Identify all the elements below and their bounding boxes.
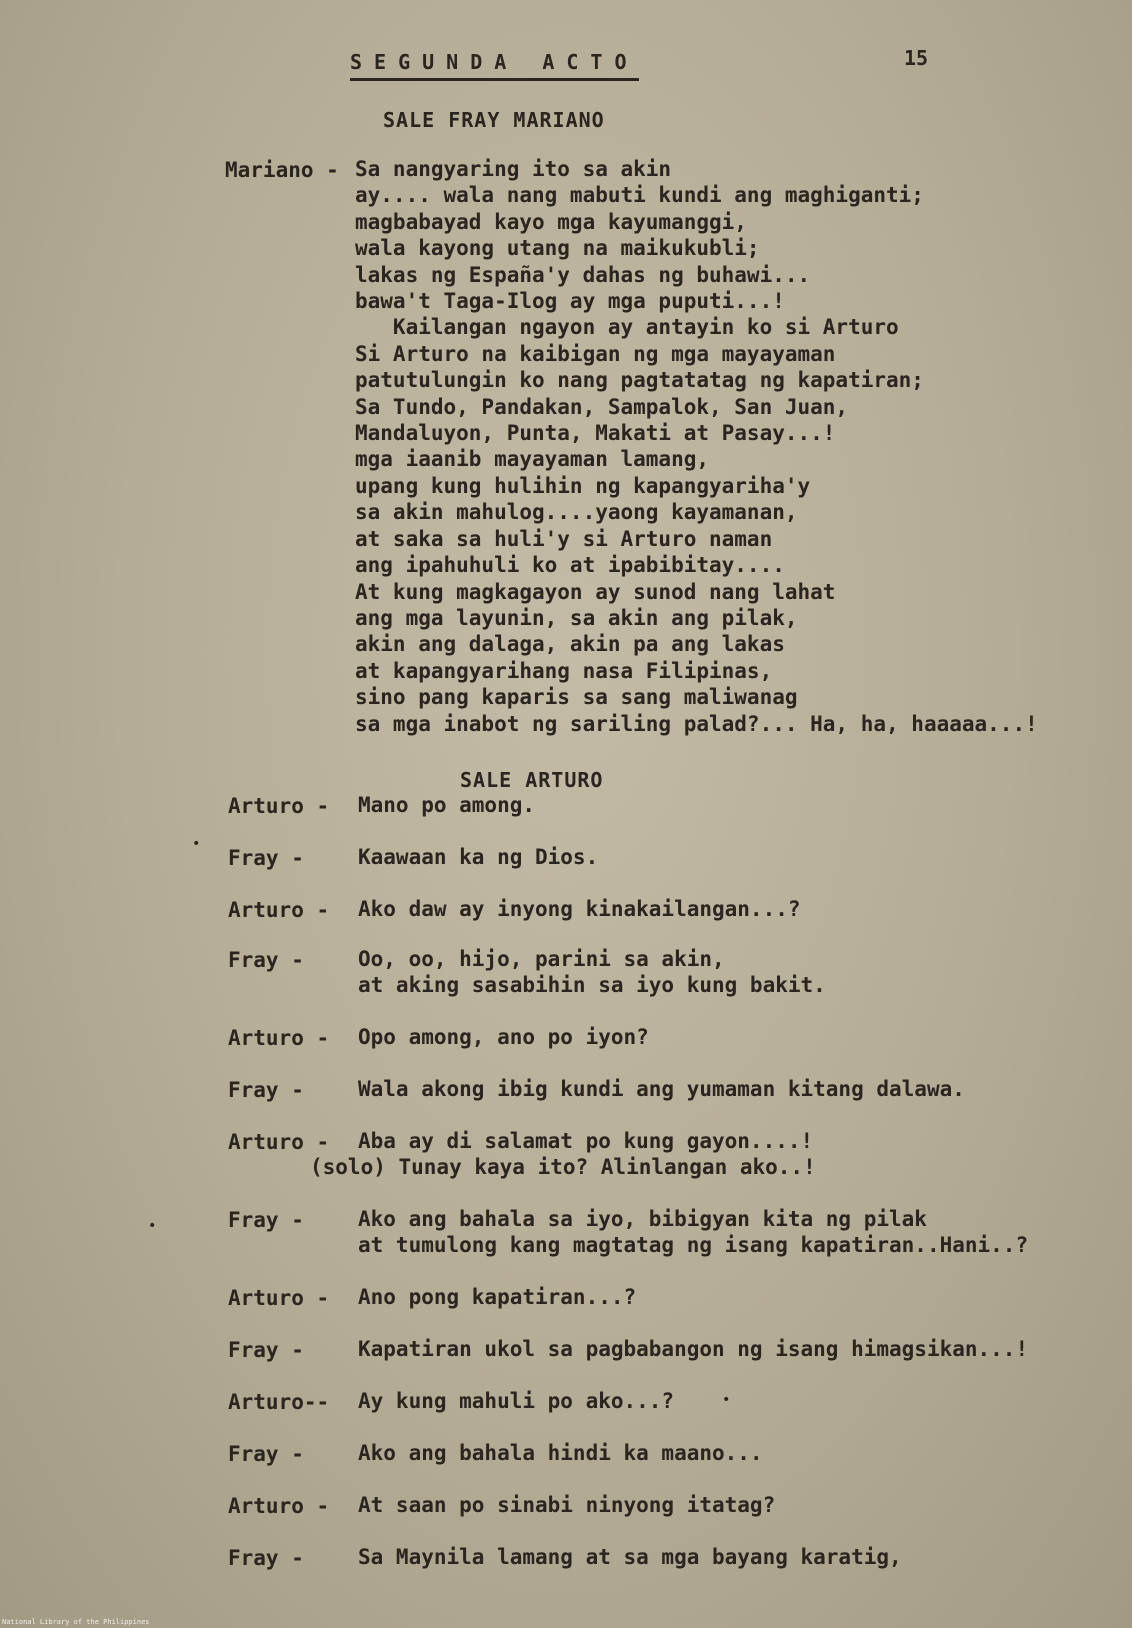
monologue-line: sa mga inabot ng sariling palad?... Ha, ha, haaaaa...! xyxy=(355,711,1038,736)
dialogue-line: Aba ay di salamat po kung gayon....! xyxy=(358,1129,814,1153)
dialogue-lines xyxy=(358,1206,1028,1259)
dialogue-lines xyxy=(358,896,801,922)
dialogue-speaker: Arturo-- xyxy=(228,1390,330,1414)
dialogue-lines xyxy=(358,946,826,999)
dialogue-lines xyxy=(358,1336,1028,1362)
monologue-line: magbabayad kayo mga kayumanggi, xyxy=(355,209,747,234)
dialogue-speaker: Fray - xyxy=(228,1546,304,1570)
margin-mark: • xyxy=(722,1392,731,1408)
margin-mark: • xyxy=(148,1218,157,1234)
dialogue-lines xyxy=(358,1388,674,1414)
act-title: SEGUNDA ACTO xyxy=(350,50,639,81)
dialogue-speaker: Arturo - xyxy=(228,1130,330,1154)
dialogue-lines xyxy=(358,1128,813,1154)
dialogue-speaker: Arturo - xyxy=(228,794,330,818)
monologue-line: upang kung hulihin ng kapangyariha'y xyxy=(355,473,811,498)
dialogue-speaker: Arturo - xyxy=(228,898,330,922)
dialogue-lines xyxy=(358,1544,902,1570)
dialogue-line: Kaawaan ka ng Dios. xyxy=(358,845,599,869)
dialogue-line: At saan po sinabi ninyong itatag? xyxy=(358,1493,776,1517)
monologue-line: lakas ng España'y dahas ng buhawi... xyxy=(355,262,811,287)
footer-credit: National Library of the Philippines xyxy=(2,1618,150,1626)
monologue-line: bawa't Taga-Ilog ay mga puputi...! xyxy=(355,289,785,314)
monologue-line: Mandaluyon, Punta, Makati at Pasay...! xyxy=(355,421,836,446)
dialogue-lines xyxy=(310,1154,816,1180)
dialogue-line: Mano po among. xyxy=(358,793,536,817)
dialogue-lines xyxy=(358,1440,763,1466)
dialogue-speaker: Arturo - xyxy=(228,1026,330,1050)
monologue-line: sa akin mahulog....yaong kayamanan, xyxy=(355,500,798,525)
dialogue-line: Opo among, ano po iyon? xyxy=(358,1025,649,1049)
dialogue-line: Ano pong kapatiran...? xyxy=(358,1285,637,1309)
dialogue-line: at tumulong kang magtatag ng isang kapatiran..Hani..? xyxy=(358,1233,1029,1258)
dialogue-lines xyxy=(358,1492,775,1518)
dialogue-line: at aking sasabihin sa iyo kung bakit. xyxy=(358,973,826,998)
dialogue-line: Wala akong ibig kundi ang yumaman kitang dalawa. xyxy=(358,1077,965,1101)
dialogue-lines xyxy=(358,844,598,870)
monologue-line: at saka sa huli'y si Arturo naman xyxy=(355,526,773,551)
monologue-line: Sa Tundo, Pandakan, Sampalok, San Juan, xyxy=(355,394,849,419)
dialogue-line: Oo, oo, hijo, parini sa akin, xyxy=(358,947,725,971)
monologue-line: patutulungin ko nang pagtatatag ng kapatiran; xyxy=(355,368,924,393)
dialogue-speaker: Fray - xyxy=(228,1442,304,1466)
dialogue-lines xyxy=(358,792,535,818)
dialogue-lines xyxy=(358,1284,636,1310)
speaker-mariano: Mariano - xyxy=(225,158,339,182)
monologue-line: ang ipahuhuli ko at ipabibitay.... xyxy=(355,553,785,578)
monologue-line: At kung magkagayon ay sunod nang lahat xyxy=(355,579,836,604)
page-number: 15 xyxy=(904,46,929,70)
dialogue-speaker: Arturo - xyxy=(228,1286,330,1310)
dialogue-speaker: Fray - xyxy=(228,846,304,870)
dialogue-speaker: Arturo - xyxy=(228,1494,330,1518)
dialogue-line: (solo) Tunay kaya ito? Alinlangan ako..! xyxy=(310,1155,816,1179)
margin-mark: • xyxy=(192,836,201,852)
dialogue-speaker: Fray - xyxy=(228,1208,304,1232)
monologue-line: at kapangyarihang nasa Filipinas, xyxy=(355,658,773,683)
dialogue-line: Ako daw ay inyong kinakailangan...? xyxy=(358,897,801,921)
monologue-line: akin ang dalaga, akin pa ang lakas xyxy=(355,632,785,657)
monologue-line: ay.... wala nang mabuti kundi ang maghiganti; xyxy=(355,183,924,208)
monologue-mariano xyxy=(355,156,1038,737)
scene-heading-fray-mariano: SALE FRAY MARIANO xyxy=(383,108,605,132)
dialogue-line: Ako ang bahala hindi ka maano... xyxy=(358,1441,763,1465)
monologue-line: mga iaanib mayayaman lamang, xyxy=(355,447,710,472)
dialogue-speaker: Fray - xyxy=(228,1338,304,1362)
monologue-line: wala kayong utang na maikukubli; xyxy=(355,236,760,261)
dialogue-speaker: Fray - xyxy=(228,948,304,972)
monologue-line: sino pang kaparis sa sang maliwanag xyxy=(355,685,798,710)
monologue-line: Sa nangyaring ito sa akin xyxy=(355,157,672,181)
dialogue-line: Sa Maynila lamang at sa mga bayang karatig, xyxy=(358,1545,902,1569)
dialogue-line: Ako ang bahala sa iyo, bibigyan kita ng pilak xyxy=(358,1207,927,1231)
dialogue-line: Kapatiran ukol sa pagbabangon ng isang himagsikan...! xyxy=(358,1337,1029,1361)
monologue-line: ang mga layunin, sa akin ang pilak, xyxy=(355,605,798,630)
dialogue-line: Ay kung mahuli po ako...? xyxy=(358,1389,675,1413)
scene-heading-arturo: SALE ARTURO xyxy=(460,768,604,792)
dialogue-lines xyxy=(358,1024,649,1050)
dialogue-lines xyxy=(358,1076,965,1102)
monologue-line: Kailangan ngayon ay antayin ko si Arturo xyxy=(355,315,899,340)
dialogue-speaker: Fray - xyxy=(228,1078,304,1102)
monologue-line: Si Arturo na kaibigan ng mga mayayaman xyxy=(355,341,836,366)
